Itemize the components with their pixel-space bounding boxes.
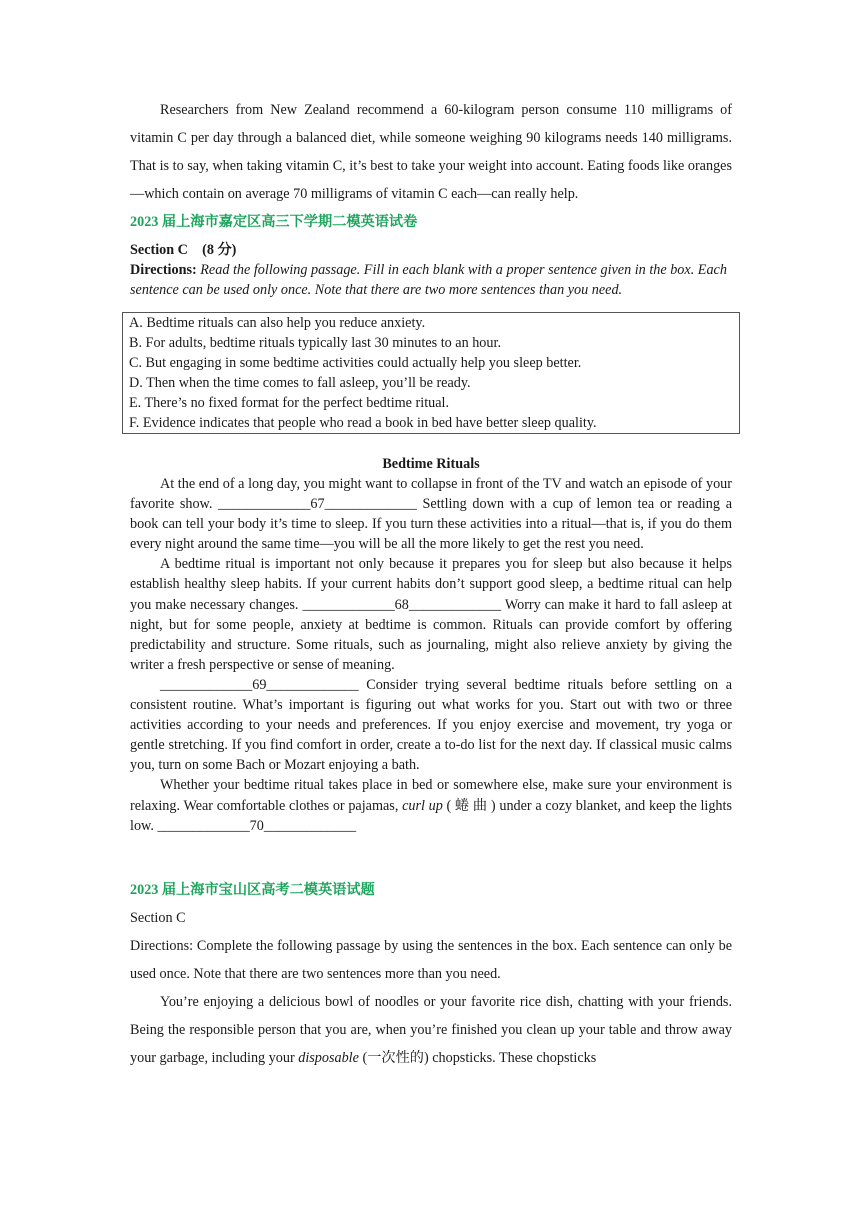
exam2-paragraph [130,988,732,1072]
para4-italic: curl up [402,797,443,814]
passage-paragraph-4 [130,775,732,835]
option-f: F. Evidence indicates that people who read a book in bed have better sleep quality. [129,415,597,431]
exam2-directions: Directions: Complete the following passage by using the sentences in the box. Each sentence can only be used once. Note that there are two sentences more than you need. [130,937,732,982]
document-page [130,96,732,1072]
option-d: D. Then when the time comes to fall asleep, you’ll be ready. [129,375,471,391]
section-gap [130,836,732,876]
exam1-directions [130,260,732,300]
option-e: E. There’s no fixed format for the perfect bedtime ritual. [129,395,450,411]
directions-label: Directions: [130,262,197,278]
directions-text: Read the following passage. Fill in each blank with a proper sentence given in the box. Each sentence can be used only once. Note that there are two more sentences than you need. [130,262,727,298]
exam2-para-after: (一次性的) chopsticks. These chopsticks [358,1049,597,1066]
options-box [122,312,740,434]
exam2-title: 2023 届上海市宝山区高考二模英语试题 [130,881,375,898]
passage-paragraph-3: _____________69_____________ Consider trying several bedtime rituals before settling on a consistent routine. What’s important is figuring out what works for you. Start out with two or three activities according to your needs and preferences. If you enjoy exercise and movement, try yoga or gentle stretching. If you find comfort in order, create a to-do list for the next day. If classical music calms you, turn on some Bach or Mozart enjoying a bath. [130,676,732,774]
passage-paragraph-2: A bedtime ritual is important not only because it prepares you for sleep but also because it helps establish healthy sleep habits. If your current habits don’t support good sleep, a bedtime ritual can help you make necessary changes. _____________68_____________ Worry can make it hard to fall asleep at night, but for some people, anxiety at bedtime is common. Rituals can provide comfort by offering predictability and structure. Some rituals, such as journaling, might also relieve anxiety by giving the writer a fresh perspective or sense of meaning. [130,556,732,673]
passage-title: Bedtime Rituals [382,456,480,472]
option-c: C. But engaging in some bedtime activities could actually help you sleep better. [129,355,582,371]
option-b: B. For adults, bedtime rituals typically last 30 minutes to an hour. [129,335,501,351]
option-a: A. Bedtime rituals can also help you reduce anxiety. [129,315,426,331]
exam1-section-heading: Section C (8 分) [130,242,237,258]
exam1-title: 2023 届上海市嘉定区高三下学期二模英语试卷 [130,214,418,230]
exam2-para-before: You’re enjoying a delicious bowl of noodles or your favorite rice dish, chatting with your friends. Being the responsible person that you are, when you’re finished you clean up your table and throw away your garbage, including your [130,993,732,1066]
exam2-section-heading: Section C [130,909,186,926]
para4-before: Whether your bedtime ritual takes place in bed or somewhere else, make sure your environment is relaxing. Wear comfortable clothes or pajamas, [130,777,732,814]
para4-after: ( 蜷 曲 ) under a cozy blanket, and keep the lights low. _____________70_____________ [130,797,732,834]
passage-paragraph-1: At the end of a long day, you might want to collapse in front of the TV and watch an episode of your favorite show. _____________67_____________ Settling down with a cup of lemon tea or reading a book can tell your body it’s time to sleep. If you turn these activities into a ritual—that is, if you do them every night around the same time—you will be all the more likely to get the rest you need. [130,476,732,553]
intro-paragraph: Researchers from New Zealand recommend a 60-kilogram person consume 110 milligrams of vitamin C per day through a balanced diet, while someone weighing 90 kilograms needs 140 milligrams. That is to say, when taking vitamin C, it’s best to take your weight into account. Eating foods like oranges—which contain on average 70 milligrams of vitamin C each—can really help. [130,102,732,202]
exam2-para-italic: disposable [298,1049,359,1066]
